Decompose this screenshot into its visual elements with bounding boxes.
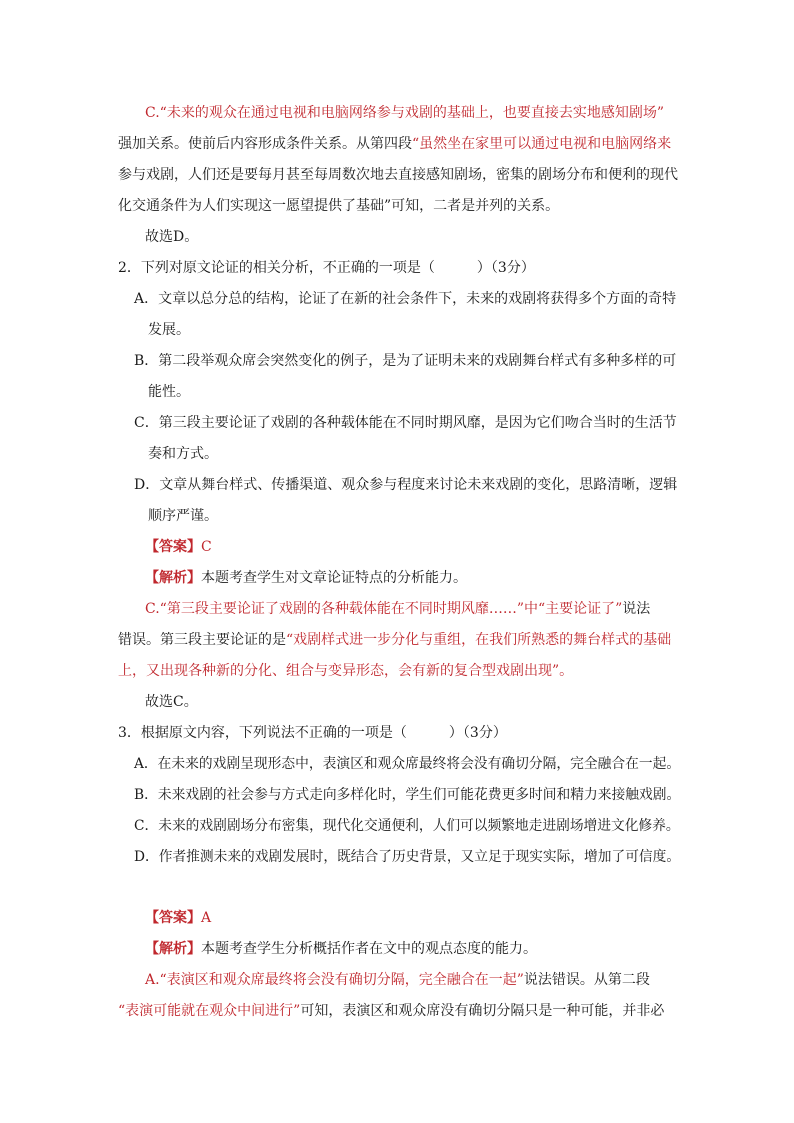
q2-answer [145, 537, 212, 557]
q2-option-a-line-2: 发展。 [148, 322, 190, 338]
q1-explanation-line-2 [118, 134, 671, 154]
q3-explanation-line-1 [145, 970, 650, 990]
q2-analysis-tag: 【解析】 [145, 570, 201, 586]
q1-explanation-line-4: 化交通条件为人们实现这一愿望提供了基础”可知，二者是并列的关系。 [118, 198, 560, 214]
q3-analysis-text: 本题考查学生分析概括作者在文中的观点态度的能力。 [201, 941, 537, 957]
q1-explanation-line-3: 参与戏剧，人们还是要每月甚至每周数次地去直接感知剧场，密集的剧场分布和便利的现代 [118, 167, 678, 183]
q3-option-d: D．作者推测未来的戏剧发展时，既结合了历史背景，又立足于现实实际，增加了可信度。 [134, 849, 681, 865]
q2-explanation-line-1a: C.“第三段主要论证了戏剧的各种载体能在不同时期风靡……”中“主要论证了” [145, 601, 623, 617]
q1-explanation-line-2a: 强加关系。使前后内容形成条件关系。从第四段 [118, 136, 412, 152]
q3-explanation-line-1a: A.“表演区和观众席最终将会没有确切分隔，完全融合在一起” [145, 972, 524, 988]
q3-explanation-line-2 [118, 1001, 664, 1021]
q1-explanation-line-1: C.“未来的观众在通过电视和电脑网络参与戏剧的基础上，也要直接去实地感知剧场” [145, 105, 664, 121]
q2-option-b-line-1: B．第二段举观众席会突然变化的例子，是为了证明未来的戏剧舞台样式有多种多样的可 [134, 353, 677, 369]
q2-explanation-line-2 [118, 630, 671, 650]
q3-analysis-tag: 【解析】 [145, 941, 201, 957]
q2-explanation-line-1b: 说法 [622, 601, 651, 617]
q3-option-c: C．未来的戏剧剧场分布密集，现代化交通便利，人们可以频繁地走进剧场增进文化修养。 [134, 818, 680, 834]
q2-answer-tag: 【答案】 [145, 539, 201, 555]
q3-explanation-line-1b: 说法错误。从第二段 [523, 972, 650, 988]
q3-stem: 3．根据原文内容，下列说法不正确的一项是（ ）（3分） [118, 725, 507, 741]
q2-explanation-line-2b: “戏剧样式进一步分化与重组，在我们所熟悉的舞台样式的基础 [286, 632, 672, 648]
q3-analysis [145, 939, 537, 959]
q3-option-a: A．在未来的戏剧呈现形态中，表演区和观众席最终将会没有确切分隔，完全融合在一起。 [134, 756, 681, 772]
q2-conclusion: 故选C。 [145, 694, 198, 710]
q2-analysis-text: 本题考查学生对文章论证特点的分析能力。 [201, 570, 467, 586]
q1-conclusion: 故选D。 [145, 229, 199, 245]
q2-analysis [145, 568, 467, 588]
q2-answer-value: C [201, 539, 212, 555]
q2-option-d-line-1: D．文章从舞台样式、传播渠道、观众参与程度来讨论未来戏剧的变化，思路清晰，逻辑 [134, 477, 678, 493]
q2-explanation-line-3: 上，又出现各种新的分化、组合与变异形态，会有新的复合型戏剧出现”。 [118, 663, 574, 679]
q3-explanation-line-2b: 可知，表演区和观众席没有确切分隔只是一种可能，并非必 [300, 1003, 665, 1019]
q2-option-c-line-1: C．第三段主要论证了戏剧的各种载体能在不同时期风靡，是因为它们吻合当时的生活节 [134, 415, 677, 431]
q2-stem: 2．下列对原文论证的相关分析，不正确的一项是（ ）（3分） [118, 260, 535, 276]
q3-explanation-line-2a: “表演可能就在观众中间进行” [118, 1003, 301, 1019]
q3-option-b: B．未来戏剧的社会参与方式走向多样化时，学生们可能花费更多时间和精力来接触戏剧。 [134, 787, 681, 803]
q2-option-a-line-1: A．文章以总分总的结构，论证了在新的社会条件下，未来的戏剧将获得多个方面的奇特 [134, 291, 677, 307]
q3-answer [145, 908, 211, 928]
q2-option-c-line-2: 奏和方式。 [148, 446, 218, 462]
q2-explanation-line-2a: 错误。第三段主要论证的是 [118, 632, 286, 648]
q2-explanation-line-1 [145, 599, 650, 619]
q2-option-b-line-2: 能性。 [148, 384, 190, 400]
q1-explanation-line-2b: “虽然坐在家里可以通过电视和电脑网络来 [412, 136, 672, 152]
q3-answer-tag: 【答案】 [145, 910, 201, 926]
q2-option-d-line-2: 顺序严谨。 [148, 508, 218, 524]
q3-answer-value: A [201, 910, 212, 926]
